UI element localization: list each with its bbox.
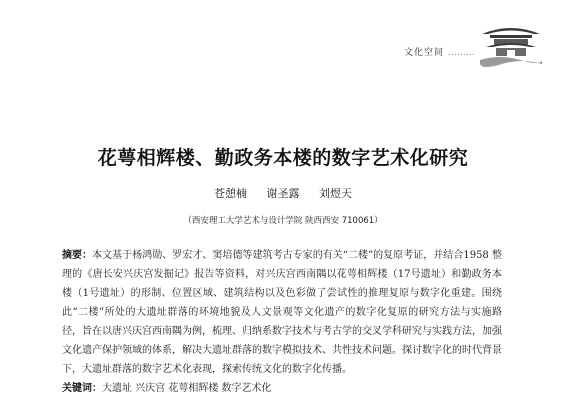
abstract bbox=[62, 246, 502, 379]
keywords-label: 关键词： bbox=[62, 383, 102, 394]
author-name: 谢圣露 bbox=[266, 187, 300, 200]
abstract-text: 本文基于杨鸿勋、罗宏才、窦培德等建筑考古专家的有关“二楼”的复原考证，并结合1958 整理的《唐长安兴庆宫发掘记》报告等资料，对兴庆宫西南隅以花萼相辉楼（17号遗址）和勤政务本楼（1号遗址）的形制、位置区域、建筑结构以及色彩做了尝试性的推理复原与数字化重建。围绕此“二楼”所处的大遗址群落的环境地貌及人文景观等文化遗产的数字化复原的研究方法与实施路径，旨在以唐兴庆宫西南隅为例，梳理、归纳系数字技术与考古学的交叉学科研究与实践方法，加强文化遗产保护领域的体系，解决大遗址群落的数字模拟技术、共性技术问题。探讨数字化的时代背景下，大遗址群落的数字艺术化表现，探索传统文化的数字化传播。 bbox=[62, 250, 503, 375]
paper-title: 花萼相辉楼、勤政务本楼的数字艺术化研究 bbox=[97, 147, 469, 169]
pagoda-gate-icon bbox=[480, 20, 542, 68]
section-dots: ……… bbox=[447, 48, 475, 58]
author-name: 苍憩楠 bbox=[214, 187, 247, 200]
author-name: 刘煜天 bbox=[319, 187, 352, 200]
section-label: 文化空间 bbox=[404, 48, 445, 58]
keywords-text: 大遗址 兴庆宫 花萼相辉楼 数字艺术化 bbox=[102, 383, 272, 394]
author-list bbox=[0, 185, 566, 201]
section-header bbox=[404, 45, 475, 58]
keywords bbox=[62, 379, 502, 398]
abstract-label: 摘要： bbox=[62, 250, 93, 261]
affiliation: （西安理工大学艺术与设计学院 陕西西安 710061） bbox=[183, 216, 383, 226]
